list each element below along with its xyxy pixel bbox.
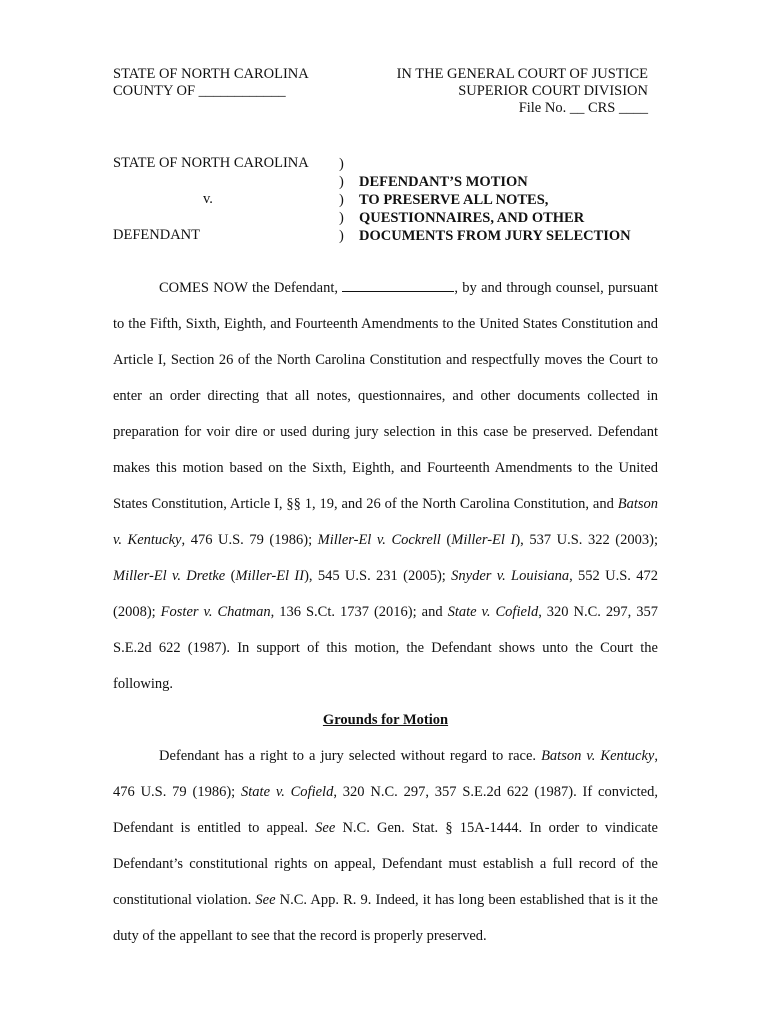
text-run: , 320 N.C. 297, 357 S.E.2d 622 (1987). If convicted, Defendant is entitled to appeal. xyxy=(113,784,658,836)
section-heading: Grounds for Motion xyxy=(322,712,449,728)
caption-plaintiff: STATE OF NORTH CAROLINA xyxy=(113,155,309,171)
text-run: , 552 U.S. 472 (2008); xyxy=(113,568,658,620)
text-run: ), 545 U.S. 231 (2005); xyxy=(304,568,452,584)
case-citation: Snyder v. Louisiana xyxy=(451,568,570,584)
case-citation: Miller-El v. Dretke xyxy=(113,568,226,584)
case-citation: State v. Cofield xyxy=(241,784,334,800)
signal-word: See xyxy=(255,892,276,908)
motion-title-line: DEFENDANT’S MOTION xyxy=(359,174,528,190)
case-citation: Batson v. Kentucky xyxy=(113,496,658,548)
paren: ) xyxy=(339,156,344,172)
motion-title-line: DOCUMENTS FROM JURY SELECTION xyxy=(359,228,631,244)
paren: ) xyxy=(339,192,344,208)
case-citation: Foster v. Chatman xyxy=(160,604,271,620)
case-citation: State v. Cofield xyxy=(447,604,539,620)
paren: ) xyxy=(339,174,344,190)
motion-body xyxy=(113,270,658,954)
caption-versus: v. xyxy=(203,191,213,207)
paren: ) xyxy=(339,228,344,244)
header-right xyxy=(370,66,648,117)
case-citation: Miller-El I xyxy=(451,532,516,548)
text-run: ( xyxy=(440,532,452,548)
motion-title-line: TO PRESERVE ALL NOTES, xyxy=(359,192,549,208)
signal-word: See xyxy=(315,820,336,836)
defendant-name-blank xyxy=(342,279,454,292)
text-run: , 476 U.S. 79 (1986); xyxy=(113,748,658,800)
header-division: SUPERIOR COURT DIVISION xyxy=(458,83,648,99)
intro-paragraph xyxy=(113,270,658,702)
paren: ) xyxy=(339,210,344,226)
header-county: COUNTY OF ____________ xyxy=(113,83,286,99)
caption-parentheses xyxy=(339,155,349,245)
case-citation: Miller-El II xyxy=(235,568,305,584)
text-run: COMES NOW the Defendant, xyxy=(159,280,343,296)
text-run: , by and through counsel, pursuant to the Fifth, Sixth, Eighth, and Fourteenth Amendments to the United States Constitution and Article I, Section 26 of the North Carolina Constitution and respectfully moves the Court to enter an order directing that all notes, questionnaires, and other documents collected in preparation for voir dire or used during jury selection in this case be preserved. Defendant makes this motion based on the Sixth, Eighth, and Fourteenth Amendments to the United States Constitution, Article I, §§ 1, 19, and 26 of the North Carolina Constitution, and xyxy=(113,280,658,512)
text-run: , 136 S.Ct. 1737 (2016); and xyxy=(270,604,448,620)
case-caption xyxy=(113,155,658,255)
text-run: ), 537 U.S. 322 (2003); xyxy=(515,532,658,548)
text-run: , 320 N.C. 297, 357 S.E.2d 622 (1987). In support of this motion, the Defendant shows unto the Court the following. xyxy=(113,604,659,692)
text-run: N.C. Gen. Stat. § 15A-1444. In order to vindicate Defendant’s constitutional rights on appeal, Defendant must establish a full record of the constitutional violation. xyxy=(113,820,658,908)
caption-defendant: DEFENDANT xyxy=(113,227,200,243)
case-citation: Miller-El v. Cockrell xyxy=(317,532,441,548)
text-run: ( xyxy=(225,568,236,584)
motion-title-line: QUESTIONNAIRES, AND OTHER xyxy=(359,210,585,226)
text-run: , 476 U.S. 79 (1986); xyxy=(181,532,318,548)
text-run: N.C. App. R. 9. Indeed, it has long been established that is it the duty of the appellant to see that the record is properly preserved. xyxy=(113,892,658,944)
header-file-number: File No. __ CRS ____ xyxy=(518,100,648,116)
grounds-paragraph xyxy=(113,738,658,954)
motion-title xyxy=(359,173,631,245)
header-court: IN THE GENERAL COURT OF JUSTICE xyxy=(396,66,648,82)
text-run: Defendant has a right to a jury selected without regard to race. xyxy=(159,748,542,764)
header-state: STATE OF NORTH CAROLINA xyxy=(113,66,309,82)
case-citation: Batson v. Kentucky xyxy=(541,748,655,764)
header-left xyxy=(113,66,309,100)
